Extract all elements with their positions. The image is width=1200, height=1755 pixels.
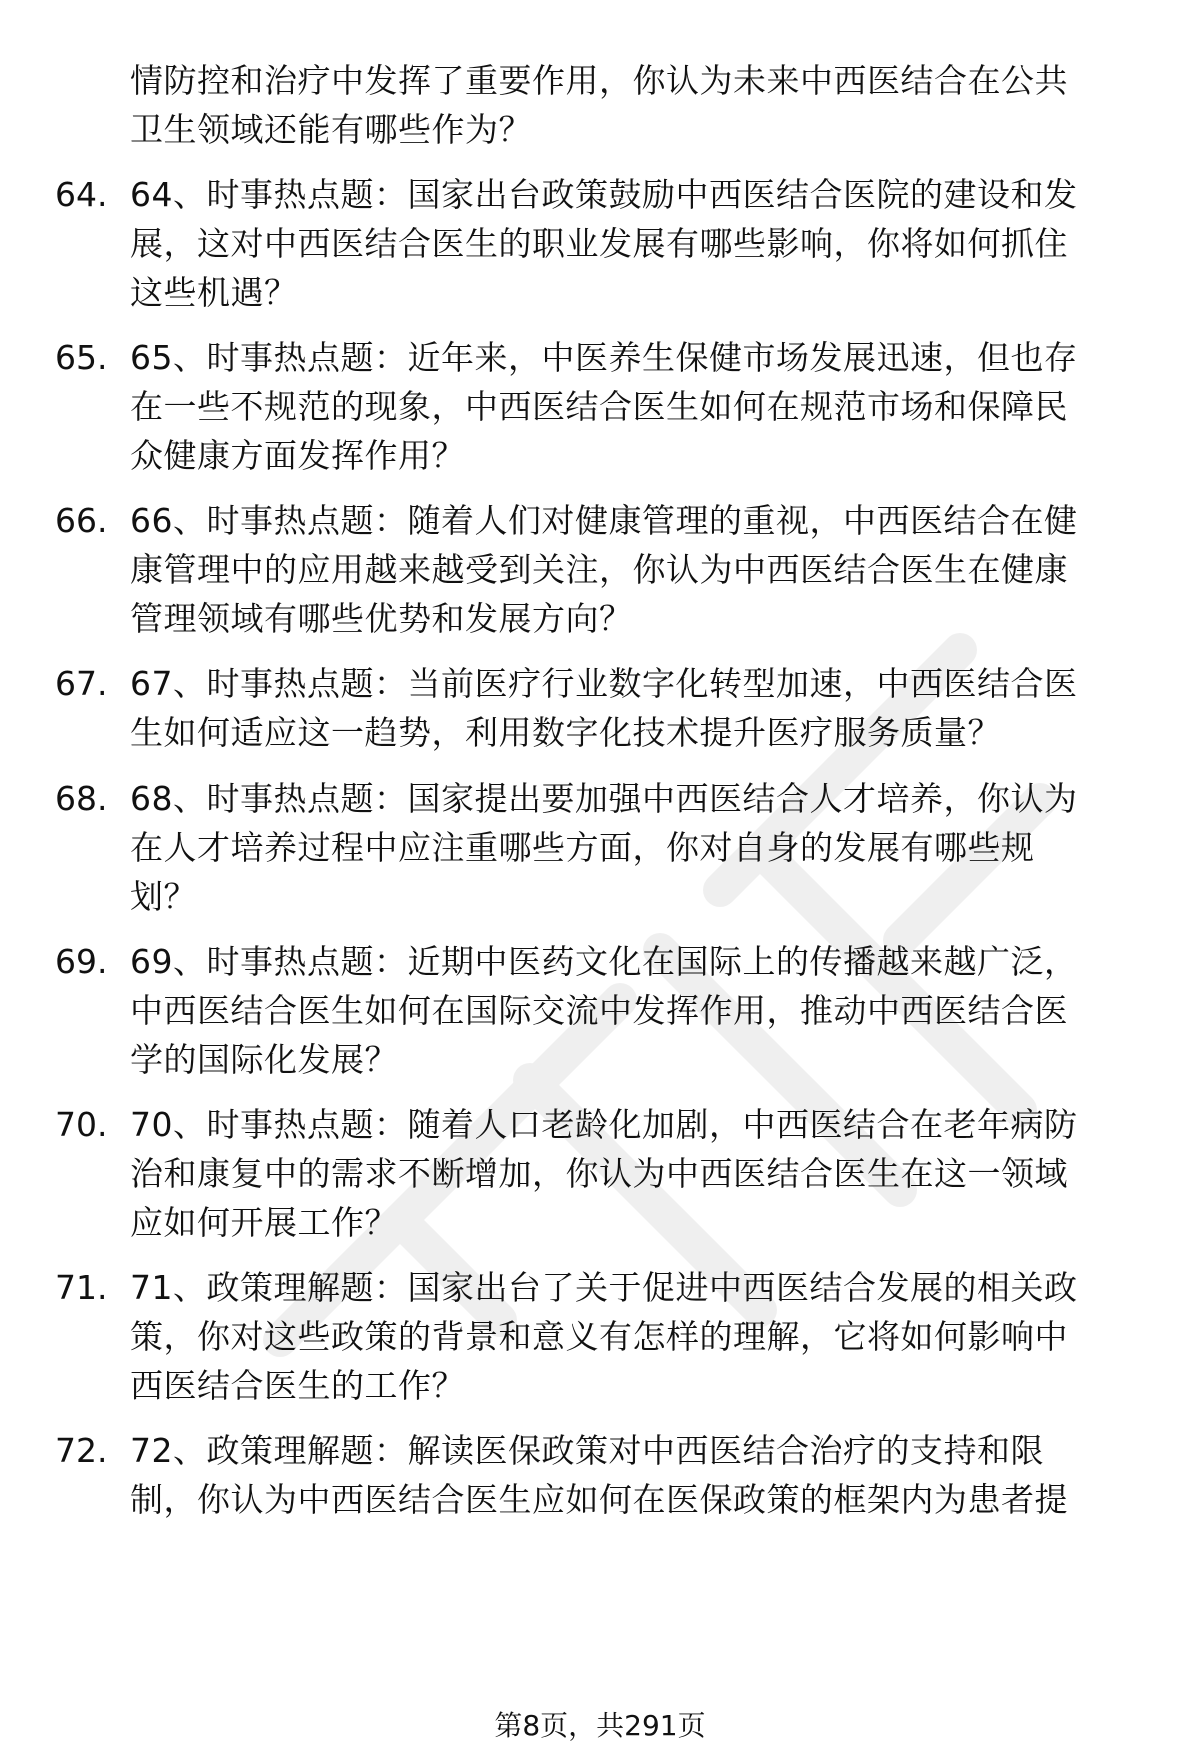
item-text: 71、政策理解题：国家出台了关于促进中西医结合发展的相关政 策，你对这些政策的背景和意义有怎样的理解，它将如何影响中 西医结合医生的工作？	[130, 1268, 1078, 1405]
item-number: 66.	[55, 501, 108, 540]
item-text: 65、时事热点题：近年来，中医养生保健市场发展迅速，但也存 在一些不规范的现象，中西医结合医生如何在规范市场和保障民 众健康方面发挥作用？	[130, 338, 1078, 475]
item-text: 64、时事热点题：国家出台政策鼓励中西医结合医院的建设和发 展，这对中西医结合医生的职业发展有哪些影响，你将如何抓住 这些机遇？	[130, 175, 1078, 312]
item-number: 64.	[55, 175, 108, 214]
item-number: 69.	[55, 942, 108, 981]
item-number: 68.	[55, 779, 108, 818]
item-text: 69、时事热点题：近期中医药文化在国际上的传播越来越广泛， 中西医结合医生如何在国际交流中发挥作用，推动中西医结合医 学的国际化发展？	[130, 942, 1078, 1079]
page-footer: 第8页，共291页	[494, 1709, 706, 1742]
item-text: 70、时事热点题：随着人口老龄化加剧，中西医结合在老年病防 治和康复中的需求不断增加，你认为中西医结合医生在这一领域 应如何开展工作？	[130, 1105, 1078, 1242]
item-text: 66、时事热点题：随着人们对健康管理的重视，中西医结合在健 康管理中的应用越来越受到关注，你认为中西医结合医生在健康 管理领域有哪些优势和发展方向？	[130, 501, 1078, 638]
item-number: 67.	[55, 664, 108, 703]
item-text: 68、时事热点题：国家提出要加强中西医结合人才培养，你认为 在人才培养过程中应注重哪些方面，你对自身的发展有哪些规 划？	[130, 779, 1078, 916]
item-text: 情防控和治疗中发挥了重要作用，你认为未来中西医结合在公共 卫生领域还能有哪些作为？	[130, 61, 1068, 149]
item-text: 67、时事热点题：当前医疗行业数字化转型加速，中西医结合医 生如何适应这一趋势，利用数字化技术提升医疗服务质量？	[130, 664, 1078, 752]
item-number: 72.	[55, 1431, 108, 1470]
item-text: 72、政策理解题：解读医保政策对中西医结合治疗的支持和限 制，你认为中西医结合医生应如何在医保政策的框架内为患者提	[130, 1431, 1068, 1519]
item-number: 70.	[55, 1105, 108, 1144]
item-number: 71.	[55, 1268, 108, 1307]
item-number: 65.	[55, 338, 108, 377]
